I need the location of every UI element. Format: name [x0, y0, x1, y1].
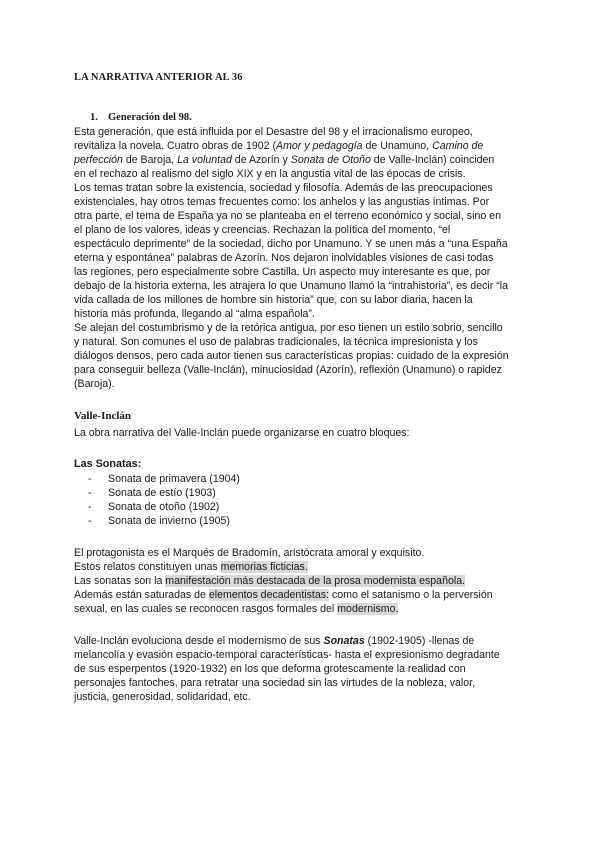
paragraph-line: de sus esperpentos (1920-1932) en los que deforma grotescamente la realidad con [74, 663, 466, 675]
bullet-dash: - [88, 515, 92, 527]
paragraph-line: La obra narrativa del Valle-Inclán puede organizarse en cuatro bloques: [74, 427, 410, 439]
paragraph-line: vida callada de los millones de hombre sin historia” que, con su labor diaria, hacen la [74, 294, 473, 306]
list-item: - Sonata de primavera (1904) [88, 473, 240, 485]
paragraph-line: Las sonatas son la manifestación más destacada de la prosa modernista española. [74, 575, 466, 587]
paragraph-line: para conseguir belleza (Valle-Inclán), minuciosidad (Azorín), reflexión (Unamuno) o rapidez [74, 364, 502, 376]
paragraph-line: debajo de la historia externa, les atrajera lo que Unamuno llamó la “intrahistoria”, es decir “la [74, 280, 508, 292]
sonatas-heading: Las Sonatas: [74, 458, 142, 470]
paragraph-line: Los temas tratan sobre la existencia, sociedad y filosofía. Además de las preocupaciones [74, 182, 493, 194]
section-heading-text: Generación del 98. [108, 112, 192, 123]
document-title: LA NARRATIVA ANTERIOR AL 36 [74, 72, 243, 83]
paragraph-line: Además están saturadas de elementos decadentistas: como el satanismo o la perversión [74, 589, 493, 601]
paragraph-line: perfección de Baroja, La voluntad de Azorín y Sonata de Otoño de Valle-Inclán) coinciden [74, 154, 495, 166]
paragraph-line: personajes fantoches, para retratar una sociedad sin las virtudes de la nobleza, valor, [74, 677, 476, 689]
paragraph-line: El protagonista es el Marqués de Bradomín, aristócrata amoral y exquisito. [74, 547, 425, 559]
work-title: Amor y pedagogía [276, 140, 363, 152]
work-title: Camino de [432, 140, 484, 152]
paragraph-line: Estos relatos constituyen unas memorias ficticias. [74, 561, 308, 573]
work-title: La voluntad [177, 154, 232, 166]
paragraph-line: espectáculo deprimente” de la sociedad, dicho por Unamuno. Y se unen más a “una España [74, 238, 508, 250]
paragraph-line: el plano de los valores, ideas y creencias. Rechazan la política del momento, “el [74, 224, 451, 236]
paragraph-line: Se alejan del costumbrismo y de la retórica antigua, por eso tienen un estilo sobrio, sencillo [74, 322, 503, 334]
list-item: - Sonata de invierno (1905) [88, 515, 230, 527]
paragraph-line: y natural. Son comunes el uso de palabras tradicionales, la técnica impresionista y los [74, 336, 478, 348]
paragraph-line: justicia, generosidad, solidaridad, etc. [74, 691, 251, 703]
paragraph-line: historia más profunda, llegando al “alma española”. [74, 308, 315, 320]
valle-inclan-heading: Valle-Inclán [74, 410, 132, 422]
paragraph-line: en el rechazo al realismo del siglo XIX y en la angustia vital de las épocas de crisis. [74, 168, 466, 180]
list-item: - Sonata de estío (1903) [88, 487, 216, 499]
highlighted-text: modernismo. [337, 603, 399, 615]
paragraph-line: las regiones, pero especialmente sobre Castilla. Un aspecto muy interesante es que, por [74, 266, 491, 278]
paragraph-line: Esta generación, que está influida por el Desastre del 98 y el irracionalismo europeo, [74, 126, 473, 138]
paragraph-line: melancolía y evasión espacio-temporal características- hasta el expresionismo degradante [74, 649, 500, 661]
paragraph-line: Valle-Inclán evoluciona desde el modernismo de sus Sonatas (1902-1905) -llenas de [74, 635, 475, 647]
highlighted-text: elementos decadentistas: [208, 589, 329, 601]
highlighted-text: manifestación más destacada de la prosa modernista española. [165, 575, 466, 587]
work-title: perfección [74, 154, 123, 166]
section-heading-generacion-98 [90, 112, 192, 123]
bullet-dash: - [88, 487, 92, 499]
paragraph-line: (Baroja). [74, 378, 115, 390]
paragraph-line: sexual, en las cuales se reconocen rasgos formales del modernismo. [74, 603, 399, 615]
work-title: Sonatas [323, 635, 365, 647]
bullet-dash: - [88, 473, 92, 485]
list-item: - Sonata de otoño (1902) [88, 501, 220, 513]
paragraph-line: revitaliza la novela. Cuatro obras de 1902 (Amor y pedagogía de Unamuno, Camino de [74, 140, 484, 152]
paragraph-line: eterna y espontánea” palabras de Azorín. Nos dejaron inolvidables visiones de casi todas [74, 252, 494, 264]
paragraph-line: diálogos densos, pero cada autor tienen sus características propias: cuidado de la expresión [74, 350, 509, 362]
bullet-dash: - [88, 501, 92, 513]
paragraph-line: otra parte, el tema de España ya no se planteaba en el terreno económico y social, sino en [74, 210, 501, 222]
paragraph-line: existenciales, hay otros temas frecuentes como: los anhelos y las angustias íntimas. Por [74, 196, 490, 208]
section-number: 1. [90, 112, 98, 123]
highlighted-text: memorias ficticias. [220, 561, 308, 573]
work-title: Sonata de Otoño [290, 154, 371, 166]
